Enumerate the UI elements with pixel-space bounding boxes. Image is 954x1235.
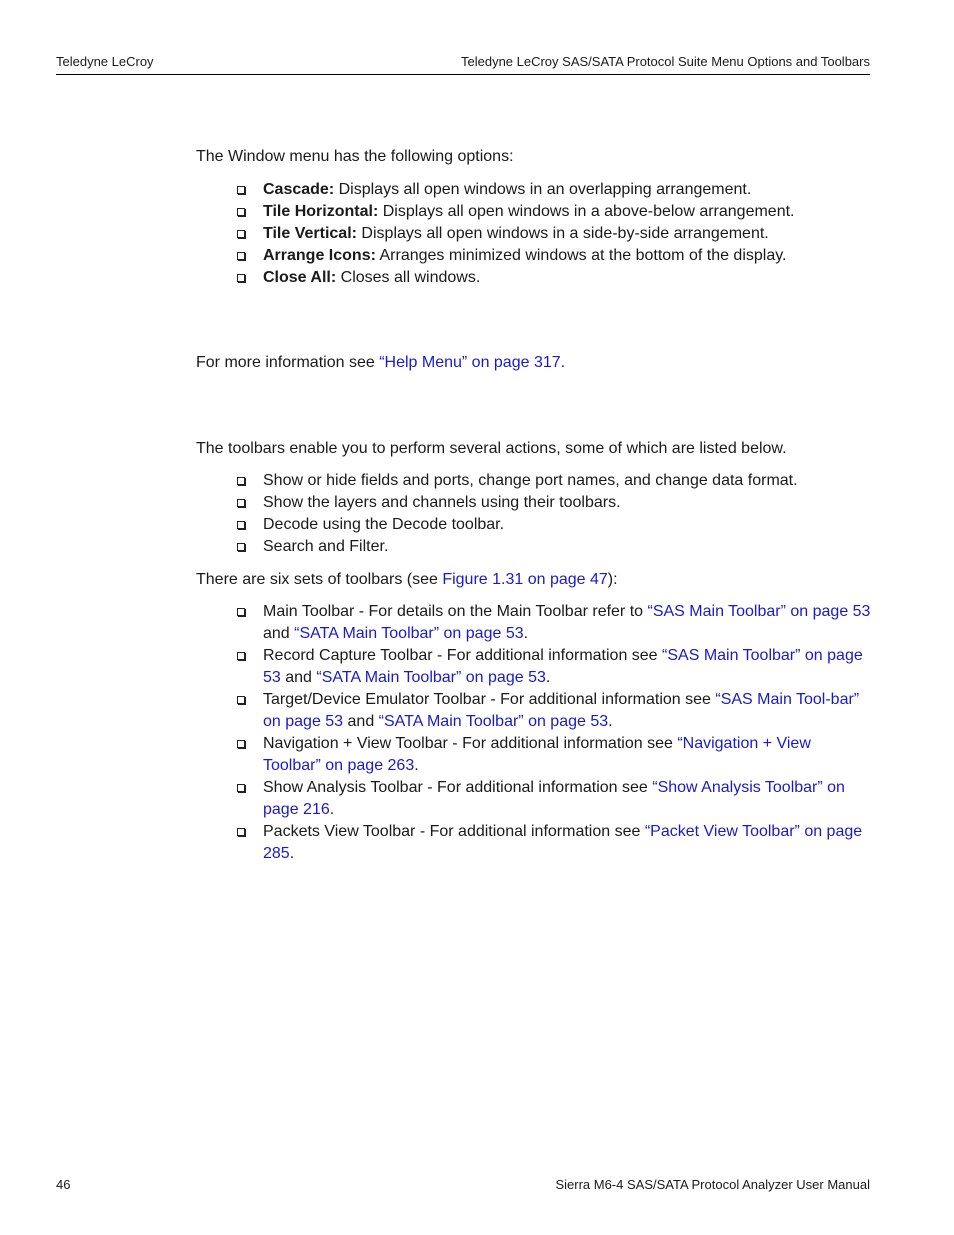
toolbars-intro: The toolbars enable you to perform several actions, some of which are listed below. — [196, 440, 787, 457]
header-section-title: Teledyne LeCroy SAS/SATA Protocol Suite Menu Options and Toolbars — [460, 54, 870, 69]
page-footer — [56, 1177, 870, 1197]
help-paragraph: For more information see “Help Menu” on page 317. — [196, 354, 566, 371]
sata-main-toolbar-link[interactable]: “SATA Main Toolbar” on page 53 — [378, 713, 609, 730]
list-item: Arrange Icons: Arranges minimized windows at the bottom of the display. — [236, 245, 872, 267]
toolbar-sets-list — [236, 601, 872, 865]
toolbar-sets-intro: There are six sets of toolbars (see Figure 1.31 on page 47): — [196, 571, 618, 588]
list-item: Show or hide fields and ports, change port names, and change data format. — [236, 470, 872, 492]
checkbox-bullet-icon — [237, 696, 245, 704]
checkbox-bullet-icon — [237, 186, 245, 194]
checkbox-bullet-icon — [237, 477, 245, 485]
list-item: Tile Horizontal: Displays all open windows in a above-below arrangement. — [236, 201, 872, 223]
checkbox-bullet-icon — [237, 652, 245, 660]
checkbox-bullet-icon — [237, 784, 245, 792]
toolbar-actions-list — [236, 470, 872, 558]
checkbox-bullet-icon — [237, 274, 245, 282]
list-item: Close All: Closes all windows. — [236, 267, 872, 289]
sata-main-toolbar-link[interactable]: “SATA Main Toolbar” on page 53 — [316, 669, 546, 686]
list-item: Show Analysis Toolbar - For additional information see “Show Analysis Toolbar” on page 216. — [236, 777, 872, 821]
list-item: Navigation + View Toolbar - For additional information see “Navigation + View Toolbar” on page 263. — [236, 733, 872, 777]
help-menu-link[interactable]: “Help Menu” on page 317. — [379, 354, 566, 371]
list-item: Decode using the Decode toolbar. — [236, 514, 872, 536]
list-item: Cascade: Displays all open windows in an overlapping arrangement. — [236, 179, 872, 201]
list-item: Show the layers and channels using their toolbars. — [236, 492, 872, 514]
packet-view-toolbar-link[interactable]: “Packet View Toolbar” on page 285 — [263, 823, 863, 862]
sata-main-toolbar-link[interactable]: “SATA Main Toolbar” on page 53 — [294, 625, 524, 642]
sas-main-toolbar-link[interactable]: “SAS Main Tool-bar” on page 53 — [263, 691, 860, 730]
navigation-view-toolbar-link[interactable]: “Navigation + View Toolbar” on page 263 — [263, 735, 811, 774]
sas-main-toolbar-link[interactable]: “SAS Main Toolbar” on page 53 — [647, 603, 871, 620]
header-company: Teledyne LeCroy — [56, 54, 154, 69]
list-item: Main Toolbar - For details on the Main Toolbar refer to “SAS Main Toolbar” on page 53 and “SATA Main Toolbar” on page 53. — [236, 601, 872, 645]
manual-title: Sierra M6-4 SAS/SATA Protocol Analyzer User Manual — [555, 1177, 870, 1192]
checkbox-bullet-icon — [237, 543, 245, 551]
checkbox-bullet-icon — [237, 252, 245, 260]
checkbox-bullet-icon — [237, 499, 245, 507]
checkbox-bullet-icon — [237, 828, 245, 836]
checkbox-bullet-icon — [237, 608, 245, 616]
list-item: Search and Filter. — [236, 536, 872, 558]
checkbox-bullet-icon — [237, 230, 245, 238]
list-item: Target/Device Emulator Toolbar - For additional information see “SAS Main Tool-bar” on page 53 and “SATA Main Toolbar” on page 53. — [236, 689, 872, 733]
page-number: 46 — [56, 1177, 71, 1192]
window-menu-intro: The Window menu has the following options: — [196, 148, 514, 165]
figure-link[interactable]: Figure 1.31 on page 47 — [442, 571, 608, 588]
page-header — [56, 52, 870, 75]
list-item: Record Capture Toolbar - For additional information see “SAS Main Toolbar” on page 53 and “SATA Main Toolbar” on page 53. — [236, 645, 872, 689]
checkbox-bullet-icon — [237, 521, 245, 529]
sas-main-toolbar-link[interactable]: “SAS Main Toolbar” on page 53 — [263, 647, 863, 686]
show-analysis-toolbar-link[interactable]: “Show Analysis Toolbar” on page 216 — [263, 779, 845, 818]
checkbox-bullet-icon — [237, 740, 245, 748]
checkbox-bullet-icon — [237, 208, 245, 216]
window-menu-list — [236, 179, 872, 289]
list-item: Packets View Toolbar - For additional information see “Packet View Toolbar” on page 285. — [236, 821, 872, 865]
list-item: Tile Vertical: Displays all open windows in a side-by-side arrangement. — [236, 223, 872, 245]
